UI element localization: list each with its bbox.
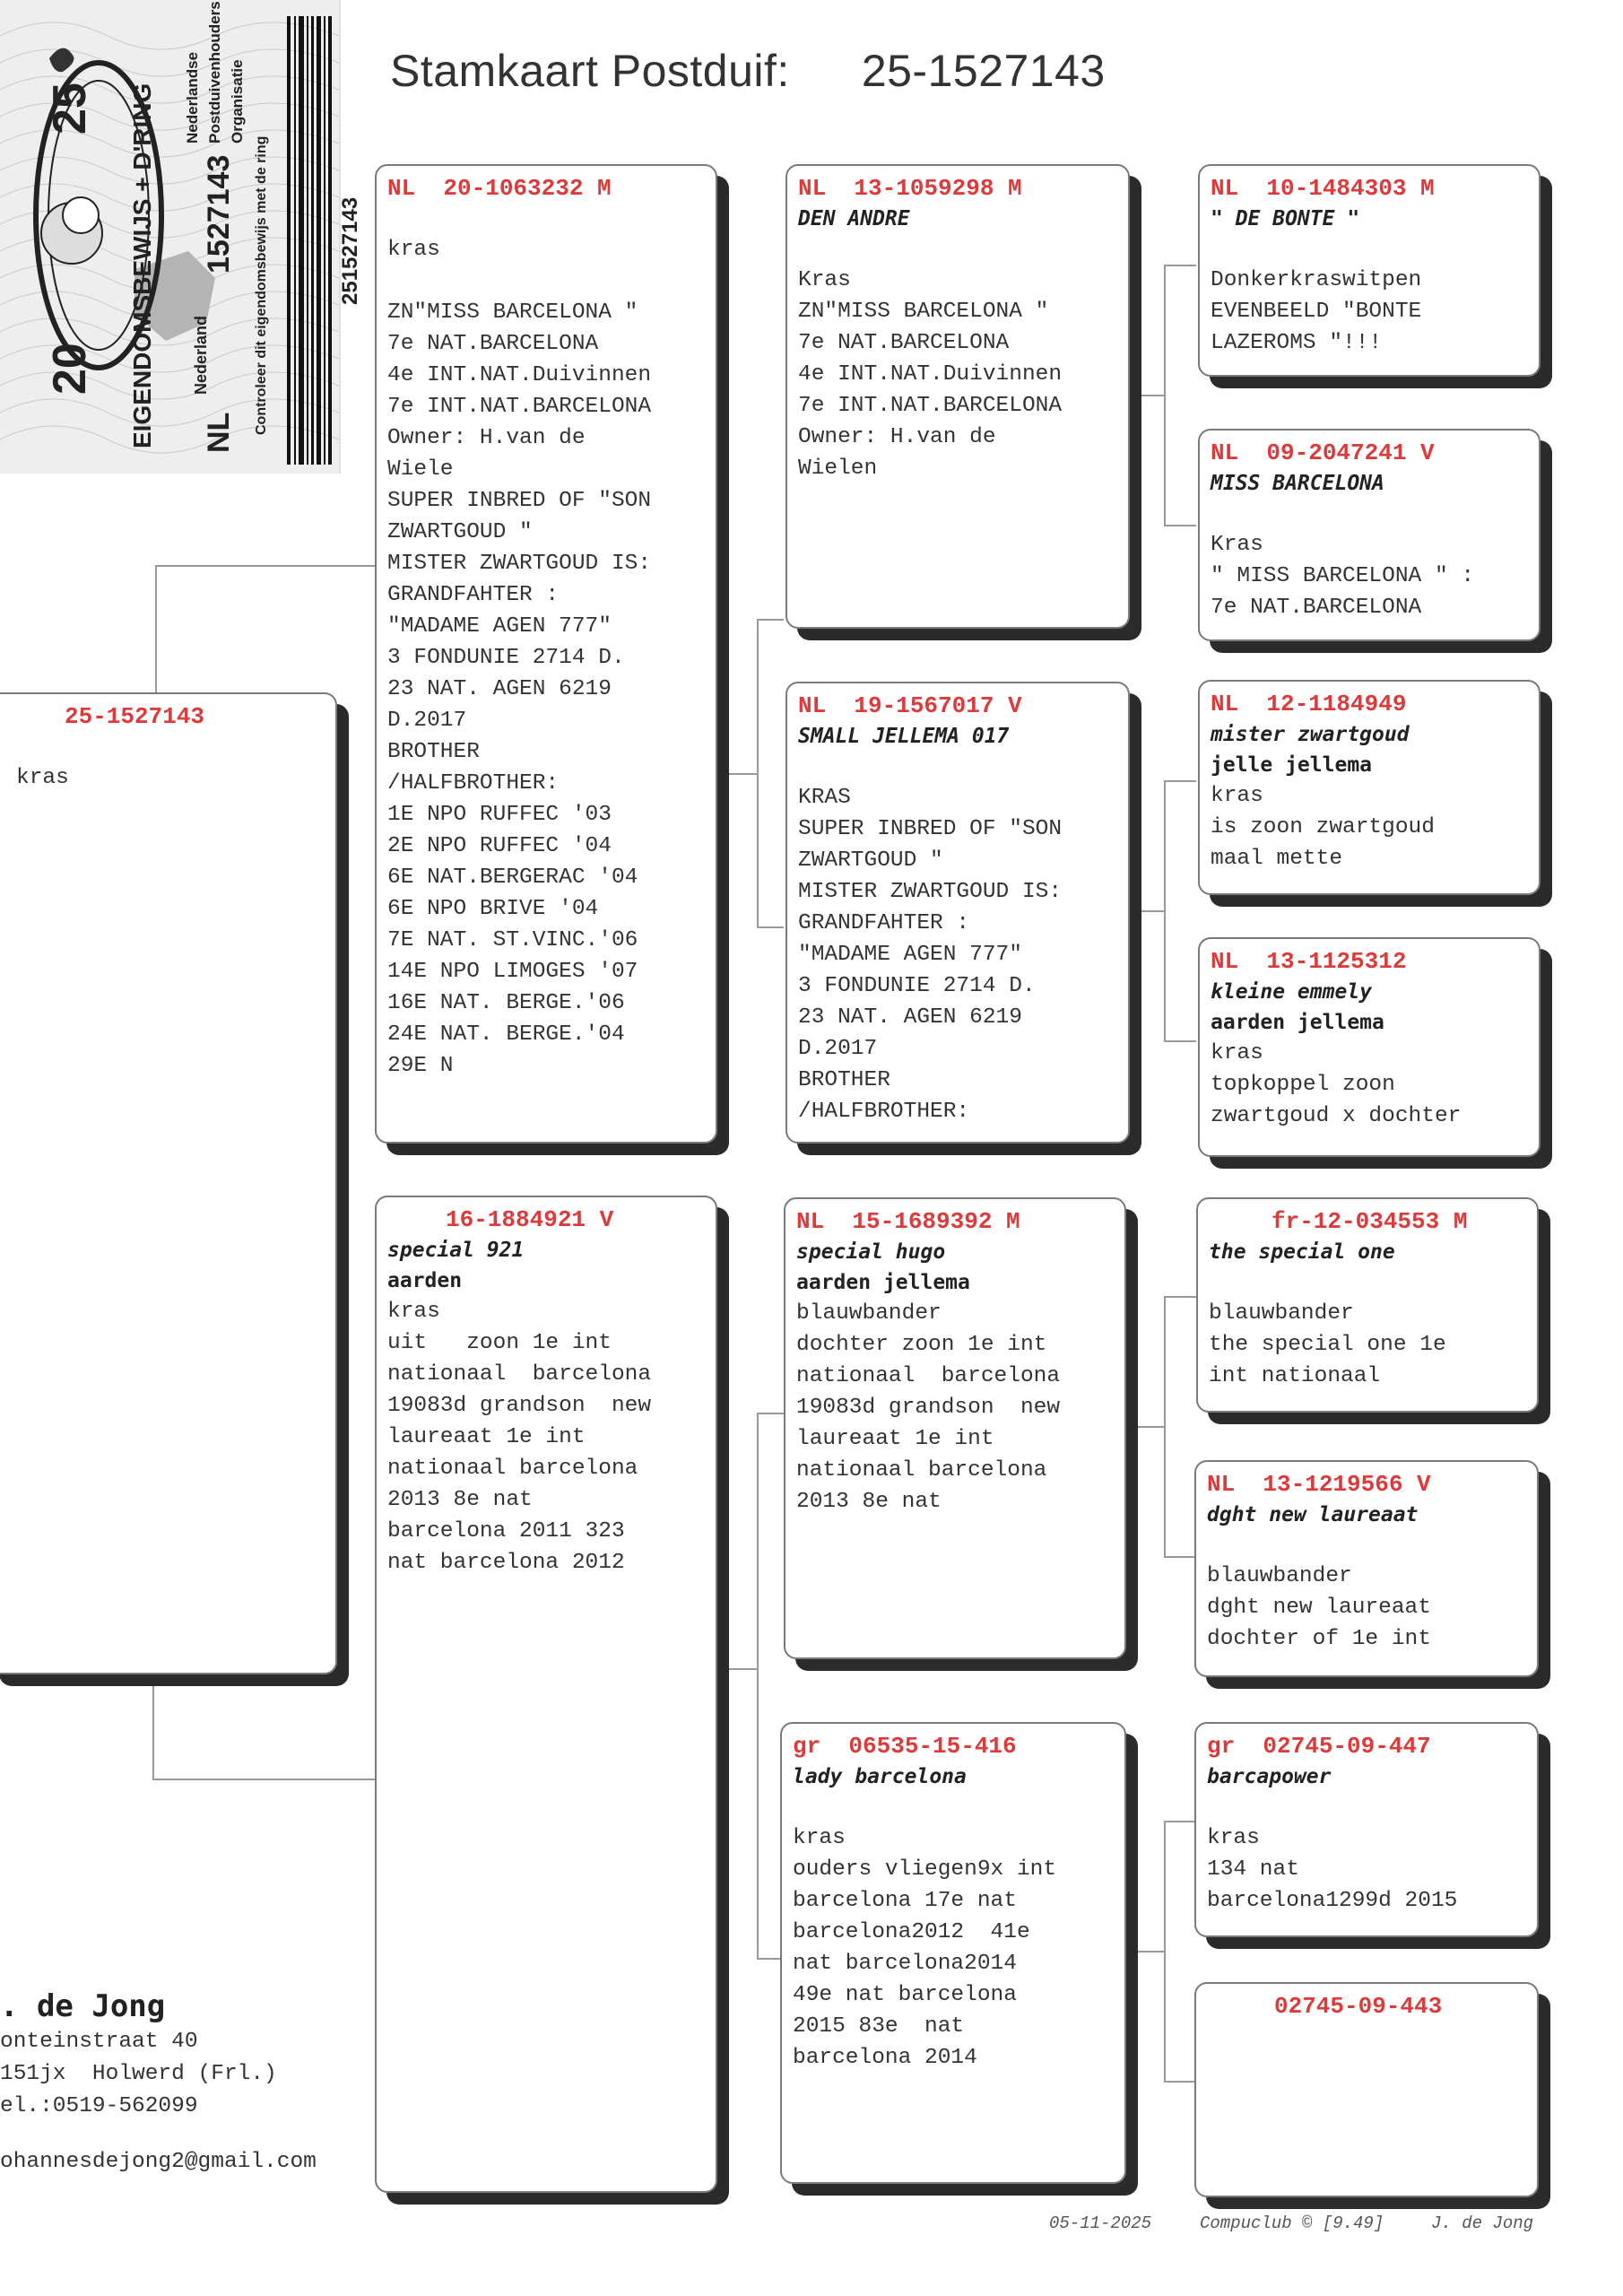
footer-owner: J. de Jong xyxy=(1431,2213,1534,2233)
connector xyxy=(152,1779,375,1780)
ff-notes: Kras ZN"MISS BARCELONA " 7e NAT.BARCELONA 4e INT.NAT.Duivinnen 7e INT.NAT.BARCELONA Owner: H.van de Wielen xyxy=(798,268,1063,481)
connector xyxy=(757,619,784,621)
fmm-ring: NL 13-1125312 xyxy=(1211,948,1407,975)
mm-name: lady barcelona xyxy=(793,1765,967,1788)
connector xyxy=(1132,1426,1164,1428)
mother-name: special 921 xyxy=(387,1239,525,1262)
ffm-ring: NL 09-2047241 V xyxy=(1211,439,1435,466)
connector xyxy=(155,565,157,695)
connector xyxy=(1164,265,1166,525)
ring-year-left: 20 xyxy=(44,343,96,395)
father-card xyxy=(375,164,717,1144)
ff-card xyxy=(785,164,1130,629)
mmm-card xyxy=(1194,1982,1539,2197)
fmf-name2: jelle jellema xyxy=(1211,753,1373,777)
ring-certificate-graphic xyxy=(0,0,362,474)
mff-card xyxy=(1196,1197,1539,1413)
ff-ring: NL 13-1059298 M xyxy=(798,175,1022,202)
fm-notes: KRAS SUPER INBRED OF "SON ZWARTGOUD " MISTER ZWARTGOUD IS: GRANDFAHTER : "MADAME AGEN 777" 3 FONDUNIE 2714 D. 23 NAT. AGEN 6219 D.2017 BROTHER /HALFBROTHER: xyxy=(798,786,1063,1124)
connector xyxy=(1164,2081,1196,2083)
fmm-name: kleine emmely xyxy=(1211,980,1373,1004)
mfm-ring: NL 13-1219566 V xyxy=(1207,1471,1431,1498)
father-notes: kras ZN"MISS BARCELONA " 7e NAT.BARCELONA 4e INT.NAT.Duivinnen 7e INT.NAT.BARCELONA Owner: H.van de Wiele SUPER INBRED OF "SON ZWARTGOUD " MISTER ZWARTGOUD IS: GRANDFAHTER : "MADAME AGEN 777" 3 FONDUNIE 2714 D. 23 NAT. AGEN 6219 D.2017 BROTHER /HALFBROTHER: 1E NPO RUFFEC '03 2E NPO RUFFEC '04 6E NAT.BERGERAC '04 6E NPO BRIVE '04 7E NAT. ST.VINC.'06 14E NPO LIMOGES '07 16E NAT. BERGE.'06 24E NAT. BERGE.'04 29E N xyxy=(387,238,652,1078)
connector xyxy=(1164,1296,1196,1298)
ring-year-right: 25 xyxy=(44,83,96,135)
connector xyxy=(152,1668,154,1780)
ring-control-text: Controleer dit eigendomsbewijs met de ring xyxy=(254,135,269,435)
ring-country-word: Nederland xyxy=(192,315,210,395)
mmf-name: barcapower xyxy=(1207,1765,1332,1788)
ring-certificate xyxy=(0,0,362,474)
fff-ring: NL 10-1484303 M xyxy=(1211,175,1435,202)
connector xyxy=(1164,780,1196,782)
owner-street: onteinstraat 40 xyxy=(0,2030,198,2054)
fmm-name2: aarden jellema xyxy=(1211,1011,1384,1034)
mfm-name: dght new laureaat xyxy=(1207,1503,1419,1526)
mm-card xyxy=(780,1722,1126,2184)
mff-name: the special one xyxy=(1209,1240,1395,1264)
connector xyxy=(1132,395,1164,396)
ring-org-line3: Organisatie xyxy=(229,59,246,144)
fm-card xyxy=(785,682,1130,1144)
connector xyxy=(1164,525,1196,526)
subject-card xyxy=(0,692,337,1674)
connector xyxy=(1164,780,1166,1040)
ring-org-line1: Nederlandse xyxy=(184,51,201,144)
connector xyxy=(1132,1951,1164,1952)
connector xyxy=(1164,1296,1166,1556)
fm-name: SMALL JELLEMA 017 xyxy=(798,725,1010,748)
connector xyxy=(721,773,757,775)
fmf-card xyxy=(1198,680,1541,895)
owner-phone: el.:0519-562099 xyxy=(0,2094,198,2118)
fm-ring: NL 19-1567017 V xyxy=(798,692,1022,719)
mff-notes: blauwbander the special one 1e int nationaal xyxy=(1209,1301,1446,1388)
mfm-card xyxy=(1194,1460,1539,1677)
subject-ring: 25-1527143 xyxy=(65,703,205,730)
mf-notes: blauwbander dochter zoon 1e int nationaal barcelona 19083d grandson new laureaat 1e int nationaal barcelona 2013 8e nat xyxy=(796,1301,1061,1514)
mf-name2: aarden jellema xyxy=(796,1271,970,1294)
ring-country-code: NL xyxy=(202,412,236,453)
connector xyxy=(757,1413,784,1414)
connector xyxy=(155,565,375,567)
fff-card xyxy=(1198,164,1541,377)
connector xyxy=(1132,910,1164,912)
connector xyxy=(1164,1821,1196,1822)
fmf-ring: NL 12-1184949 xyxy=(1211,691,1407,718)
owner-city: 151jx Holwerd (Frl.) xyxy=(0,2062,277,2086)
connector xyxy=(757,619,759,928)
ffm-card xyxy=(1198,429,1541,641)
mmf-notes: kras 134 nat barcelona1299d 2015 xyxy=(1207,1826,1458,1913)
connector xyxy=(1164,1821,1166,2081)
ring-org-line2: Postduivenhouders xyxy=(206,1,223,144)
connector xyxy=(1164,1556,1196,1558)
mmm-ring: 02745-09-443 xyxy=(1274,1993,1443,2020)
mff-ring: fr-12-034553 M xyxy=(1271,1208,1468,1235)
mm-notes: kras ouders vliegen9x int barcelona 17e nat barcelona2012 41e nat barcelona2014 49e nat barcelona 2015 83e nat barcelona 2014 xyxy=(793,1826,1057,2070)
owner-email: ohannesdejong2@gmail.com xyxy=(0,2150,317,2174)
ring-barcode-number: 251527143 xyxy=(338,196,362,305)
subject-notes: kras xyxy=(16,766,69,790)
ffm-notes: Kras " MISS BARCELONA " : 7e NAT.BARCELONA xyxy=(1211,533,1475,620)
mf-card xyxy=(784,1197,1126,1659)
connector xyxy=(717,1668,757,1670)
connector xyxy=(757,1413,759,1960)
title-ring-number: 25-1527143 xyxy=(861,46,1106,96)
fmf-name: mister zwartgoud xyxy=(1211,723,1410,746)
father-ring: NL 20-1063232 M xyxy=(387,175,612,202)
ring-number: 1527143 xyxy=(202,154,236,274)
mmf-card xyxy=(1194,1722,1539,1937)
mmf-ring: gr 02745-09-447 xyxy=(1207,1733,1431,1760)
mother-ring: 16-1884921 V xyxy=(446,1206,614,1233)
mother-card xyxy=(375,1196,717,2193)
title-label: Stamkaart Postduif: xyxy=(390,46,790,96)
connector xyxy=(1164,1040,1196,1042)
connector xyxy=(757,926,784,928)
mother-notes: kras uit zoon 1e int nationaal barcelona 19083d grandson new laureaat 1e int nationaal barcelona 2013 8e nat barcelona 2011 323 nat barcelona 2012 xyxy=(387,1300,652,1575)
mf-name: special hugo xyxy=(796,1240,946,1264)
connector xyxy=(1164,265,1196,266)
ring-band-text: EIGENDOMSBEWIJS + D'RING xyxy=(128,83,156,448)
footer-software: Compuclub © [9.49] xyxy=(1200,2213,1384,2233)
barcode xyxy=(287,16,332,465)
mm-ring: gr 06535-15-416 xyxy=(793,1733,1017,1760)
fff-name: " DE BONTE " xyxy=(1211,207,1360,230)
fmf-notes: kras is zoon zwartgoud maal mette xyxy=(1211,784,1435,871)
mf-ring: NL 15-1689392 M xyxy=(796,1208,1020,1235)
mfm-notes: blauwbander dght new laureaat dochter of 1e int xyxy=(1207,1564,1431,1651)
fmm-card xyxy=(1198,937,1541,1157)
owner-name: . de Jong xyxy=(0,1988,166,2024)
ff-name: DEN ANDRE xyxy=(798,207,910,230)
fff-notes: Donkerkraswitpen EVENBEELD "BONTE LAZEROMS "!!! xyxy=(1211,268,1422,355)
footer-date: 05-11-2025 xyxy=(1049,2213,1152,2233)
owner-block xyxy=(0,1987,317,2179)
mother-name2: aarden xyxy=(387,1269,463,1292)
ffm-name: MISS BARCELONA xyxy=(1211,472,1384,495)
page-title xyxy=(390,45,1106,97)
fmm-notes: kras topkoppel zoon zwartgoud x dochter xyxy=(1211,1041,1462,1128)
